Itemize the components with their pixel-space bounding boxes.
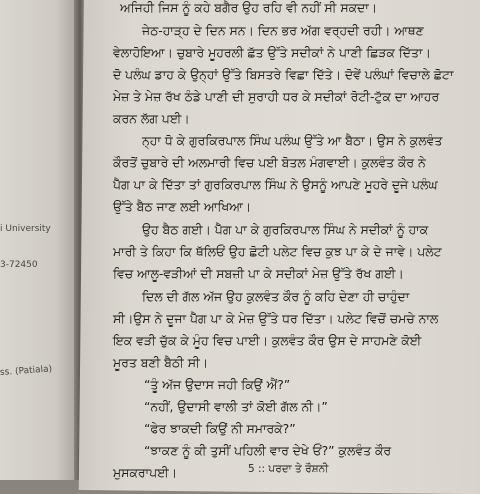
text-line: “ਝਾਕਣ ਨੂੰ ਕੀ ਤੁਸੀਂ ਪਹਿਲੀ ਵਾਰ ਦੇਖੇ ਓਂ?” ਕੁਲਵੰਤ ਕੌਰ — [144, 443, 392, 458]
text-line: ਵਿਚ ਆਲੂ-ਵੜੀਆਂ ਦੀ ਸਬਜ਼ੀ ਪਾ ਕੇ ਸਦੀਕਾਂ ਮੇਜ਼ ਉੱਤੇ ਰੱਖ ਗਈ। — [113, 266, 404, 281]
text-line: ਉੱਤੇ ਬੈਠ ਜਾਣ ਲਈ ਆਖਿਆ। — [113, 199, 252, 214]
text-line: ਜੇਠ-ਹਾੜ੍ਹ ਦੇ ਦਿਨ ਸਨ। ਦਿਨ ਭਰ ਅੱਗ ਵਰ੍ਹਦੀ ਰਹੀ। ਆਥਣ — [142, 23, 424, 38]
text-line: ਕਰਨ ਲੱਗ ਪਈ। — [113, 111, 190, 126]
text-line: ਇਕ ਵੜੀ ਚੁੱਕ ਕੇ ਮੂੰਹ ਵਿਚ ਪਾਈ। ਕੁਲਵੰਤ ਕੌਰ ਉਸ ਦੇ ਸਾਹਮਣੇ ਕੋਈ — [113, 333, 422, 348]
text-line: ਮੂਰਤ ਬਣੀ ਬੈਠੀ ਸੀ। — [113, 355, 209, 370]
text-line: ਨ੍ਹਾ ਧੋ ਕੇ ਗੁਰਕਿਰਪਾਲ ਸਿੰਘ ਪਲੰਘ ਉੱਤੇ ਆ ਬੈਠਾ। ਉਸ ਨੇ ਕੁਲਵੰਤ — [142, 133, 443, 148]
text-line: ਕੌਰਤੋਂ ਚੁਬਾਰੇ ਦੀ ਅਲਮਾਰੀ ਵਿਚ ਪਈ ਬੋਤਲ ਮੰਗਵਾਈ। ਕੁਲਵੰਤ ਕੌਰ ਨੇ — [113, 155, 426, 170]
text-line: ਦੋ ਪਲੰਘ ਡਾਹ ਕੇ ਉਨ੍ਹਾਂ ਉੱਤੇ ਬਿਸਤਰੇ ਵਿਛਾ ਦਿੱਤੇ। ਦੋਵੇਂ ਪਲੰਘਾਂ ਵਿਚਾਲੇ ਛੋਟਾ — [113, 67, 454, 82]
text-line: ਅਜਿਹੀ ਜਿਸ ਨੂੰ ਕਹੇ ਬਗੈਰ ਉਹ ਰਹਿ ਵੀ ਨਹੀਂ ਸੀ ਸਕਦਾ। — [120, 0, 378, 15]
text-line: ਮਾਰੀ ਤੇ ਕਿਹਾ ਕਿ ਥੱਲਿਓਂ ਉਹ ਛੋਟੀ ਪਲੇਟ ਵਿਚ ਕੁਝ ਪਾ ਕੇ ਦੇ ਜਾਵੇ। ਪਲੇਟ — [113, 244, 442, 259]
text-line: ਉਹ ਬੈਠ ਗਈ। ਪੈੱਗ ਪਾ ਕੇ ਗੁਰਕਿਰਪਾਲ ਸਿੰਘ ਨੇ ਸਦੀਕਾਂ ਨੂੰ ਹਾਕ — [142, 222, 429, 237]
page-footer: 5 :: ਪਰਦਾ ਤੇ ਰੌਸ਼ਨੀ — [248, 463, 329, 475]
text-line: “ਨਹੀਂ, ਉਦਾਸੀ ਵਾਲੀ ਤਾਂ ਕੋਈ ਗੱਲ ਨੀ।” — [144, 399, 328, 414]
text-line: ਮੁਸਕਰਾਪਈ। — [113, 465, 177, 480]
left-page — [0, 0, 78, 480]
left-page-line: 3-72450 — [0, 260, 38, 270]
text-line: “ਫੇਰ ਝਾਕਦੀ ਕਿਉਂ ਨੀ ਸਮਾਰਕੇ?” — [144, 421, 296, 436]
text-line: ਵੇਲਾਹੋਇਆ। ਚੁਬਾਰੇ ਮੂਹਰਲੀ ਛੱਤ ਉੱਤੇ ਸਦੀਕਾਂ ਨੇ ਪਾਣੀ ਛਿੜਕ ਦਿੱਤਾ। — [113, 45, 431, 60]
text-line: “ਤੂੰ ਅੱਜ ਉਦਾਸ ਜਹੀ ਕਿਉਂ ਐਂ?” — [144, 377, 291, 392]
text-line: ਪੈੱਗ ਪਾ ਕੇ ਦਿੱਤਾ ਤਾਂ ਗੁਰਕਿਰਪਾਲ ਸਿੰਘ ਨੇ ਉਸਨੂੰ ਆਪਣੇ ਮੂਹਰੇ ਦੂਜੇ ਪਲੰਘ — [113, 177, 438, 192]
text-line: ਮੇਜ਼ ਤੇ ਮੇਜ਼ ਰੱਖ ਠੰਡੇ ਪਾਣੀ ਦੀ ਸੁਰਾਹੀ ਧਰ ਕੇ ਸਦੀਕਾਂ ਰੋਟੀ-ਟੁੱਕ ਦਾ ਆਹਰ — [113, 89, 440, 104]
text-line: ਦਿਲ ਦੀ ਗੱਲ ਅੱਜ ਉਹ ਕੁਲਵੰਤ ਕੌਰ ਨੂੰ ਕਹਿ ਦੇਣਾ ਹੀ ਚਾਹੁੰਦਾ — [142, 289, 410, 304]
left-page-line: ss. (Patiala) — [0, 364, 53, 378]
left-page-line: i University — [0, 224, 51, 234]
text-line: ਸੀ।ਉਸ ਨੇ ਦੂਜਾ ਪੈੱਗ ਪਾ ਕੇ ਮੇਜ਼ ਉੱਤੇ ਧਰ ਦਿੱਤਾ। ਪਲੇਟ ਵਿਚੋਂ ਚਮਚੇ ਨਾਲ — [113, 311, 439, 326]
